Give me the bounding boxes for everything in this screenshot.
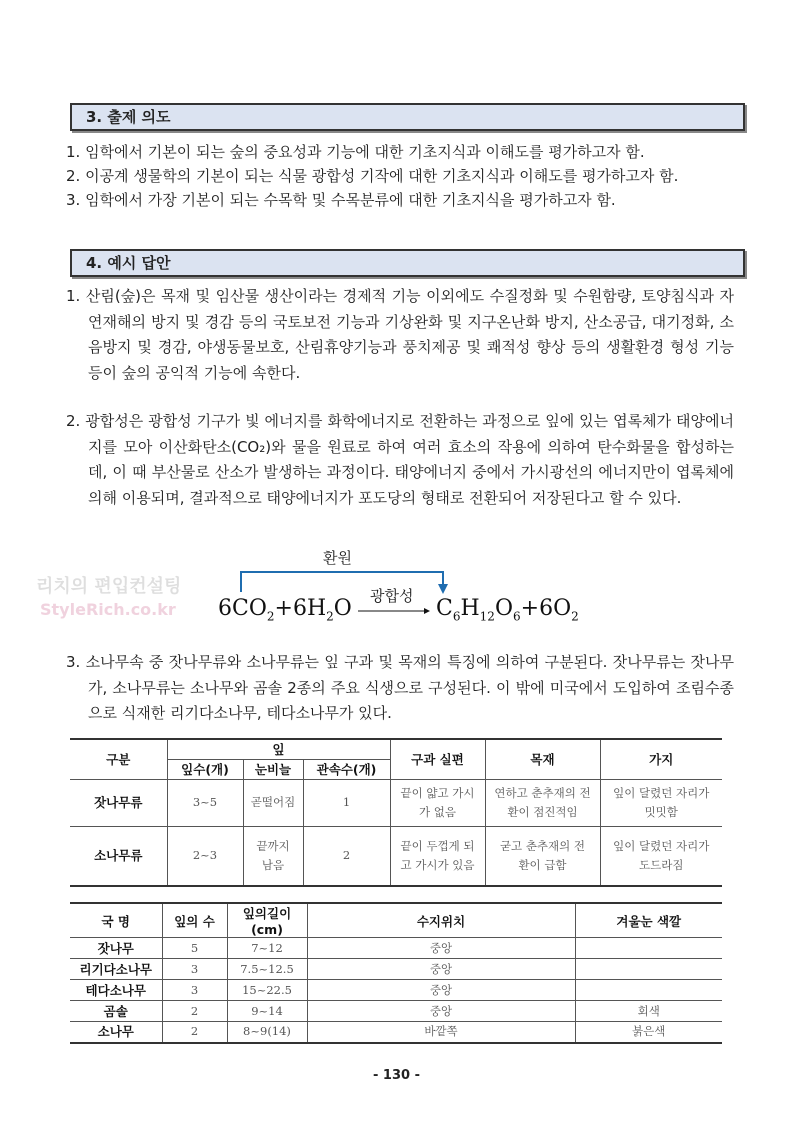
cell: 잎이 달렸던 자리가 도드라짐 — [600, 826, 722, 886]
cell: 바깥쪽 — [307, 1022, 575, 1043]
table-row — [70, 779, 722, 826]
table-row — [70, 938, 722, 959]
page-number: - 130 - — [373, 1068, 420, 1083]
watermark-korean: 리치의 편입컨설팅 — [36, 576, 182, 597]
cell: 9~14 — [227, 1001, 307, 1022]
table-row — [70, 959, 722, 980]
list-item: 3. 소나무속 중 잣나무류와 소나무류는 잎 구과 및 목재의 특징에 의하여 구분된다. 잣나무류는 잣나무가, 소나무류는 소나무와 곰솔 2종의 주요 식생으로 구성된다. 이 밖에 미국에서 도입하여 조림수종으로 식재한 리기다소나무, 테다소나무가 있다. — [66, 653, 734, 722]
cell: 2 — [162, 1001, 227, 1022]
cell — [575, 959, 722, 980]
photosynthesis-label: 광합성 — [370, 587, 414, 605]
cell: 잎이 달렸던 자리가 밋밋함 — [600, 779, 722, 826]
cell: 5 — [162, 938, 227, 959]
cell: 7~12 — [227, 938, 307, 959]
list-item: 1. 산림(숲)은 목재 및 임산물 생산이라는 경제적 기능 이외에도 수질정화 및 수원함량, 토양침식과 자연재해의 방지 및 경감 등의 국토보전 기능과 기상완화 및 지구온난화 방지, 산소공급, 대기정화, 소음방지 및 경감, 야생동물보호, 산림휴양기능과 풍치제공 및 쾌적성 향상 등의 생활환경 형성 기능 등이 숲의 공익적 기능에 속한다. — [66, 287, 734, 382]
header-cell: 겨울눈 색깔 — [575, 903, 722, 938]
section-header-intent: 3. 출제 의도 — [70, 103, 745, 131]
cell: 중앙 — [307, 1001, 575, 1022]
header-cell: 관속수(개) — [303, 759, 390, 779]
cell: 붉은색 — [575, 1022, 722, 1043]
cell: 끝이 두껍게 되고 가시가 있음 — [390, 826, 485, 886]
header-cell: 목재 — [485, 739, 600, 779]
cell: 곰솔 — [70, 1001, 162, 1022]
header-cell: 구분 — [70, 739, 167, 779]
cell: 잣나무류 — [70, 779, 167, 826]
answer-3 — [66, 650, 734, 727]
header-cell: 가지 — [600, 739, 722, 779]
list-item: 2. 이공계 생물학의 기본이 되는 식물 광합성 기작에 대한 기초지식과 이해도를 평가하고자 함. — [66, 167, 679, 185]
cell — [575, 980, 722, 1001]
header-cell: 구과 실편 — [390, 739, 485, 779]
cell: 2 — [303, 826, 390, 886]
cell: 2 — [162, 1022, 227, 1043]
cell: 끝까지 남음 — [243, 826, 303, 886]
reduction-label: 환원 — [323, 549, 352, 567]
cell: 중앙 — [307, 980, 575, 1001]
table-row — [70, 980, 722, 1001]
equation-reactants: $6CO_2+6H_2O$ — [218, 596, 352, 624]
cell: 끝이 얇고 가시가 없음 — [390, 779, 485, 826]
header-cell: 국 명 — [70, 903, 162, 938]
watermark-url: StyleRich.co.kr — [40, 600, 176, 619]
equation-products: $C_6H_{12}O_6+6O_2$ — [436, 596, 579, 624]
table-row — [70, 1001, 722, 1022]
header-cell: 잎 — [167, 739, 390, 759]
pine-group-table — [70, 738, 722, 887]
cell: 3 — [162, 980, 227, 1001]
cell: 굳고 춘추재의 전환이 급함 — [485, 826, 600, 886]
header-cell: 눈비늘 — [243, 759, 303, 779]
header-cell: 잎수(개) — [167, 759, 243, 779]
cell: 3 — [162, 959, 227, 980]
cell: 2~3 — [167, 826, 243, 886]
cell: 소나무류 — [70, 826, 167, 886]
list-item: 2. 광합성은 광합성 기구가 빛 에너지를 화학에너지로 전환하는 과정으로 잎에 있는 엽록체가 태양에너지를 모아 이산화탄소(CO₂)와 물을 원료로 하여 여러 효소의 작용에 의하여 탄수화물을 합성하는데, 이 때 부산물로 산소가 발생하는 과정이다. 태양에너지 중에서 가시광선의 에너지만이 엽록체에 의해 이용되며, 결과적으로 태양에너지가 포도당의 형태로 전환되어 저장된다고 할 수 있다. — [66, 412, 734, 507]
cell: 중앙 — [307, 938, 575, 959]
cell: 잣나무 — [70, 938, 162, 959]
cell: 회색 — [575, 1001, 722, 1022]
header-cell: 수지위치 — [307, 903, 575, 938]
cell: 7.5~12.5 — [227, 959, 307, 980]
table-row — [70, 1022, 722, 1043]
list-item: 3. 임학에서 가장 기본이 되는 수목학 및 수목분류에 대한 기초지식을 평가하고자 함. — [66, 191, 616, 209]
cell: 리기다소나무 — [70, 959, 162, 980]
table-row — [70, 826, 722, 886]
cell: 소나무 — [70, 1022, 162, 1043]
pine-species-table — [70, 902, 722, 1044]
cell — [575, 938, 722, 959]
header-cell: 잎의 수 — [162, 903, 227, 938]
cell: 테다소나무 — [70, 980, 162, 1001]
section-header-answer: 4. 예시 답안 — [70, 249, 745, 277]
cell: 8~9(14) — [227, 1022, 307, 1043]
cell: 3~5 — [167, 779, 243, 826]
cell: 15~22.5 — [227, 980, 307, 1001]
cell: 중앙 — [307, 959, 575, 980]
cell: 곧떨어짐 — [243, 779, 303, 826]
cell: 1 — [303, 779, 390, 826]
header-cell: 잎의길이(cm) — [227, 903, 307, 938]
list-item: 1. 임학에서 기본이 되는 숲의 중요성과 기능에 대한 기초지식과 이해도를 평가하고자 함. — [66, 143, 645, 161]
cell: 연하고 춘추재의 전환이 점진적임 — [485, 779, 600, 826]
